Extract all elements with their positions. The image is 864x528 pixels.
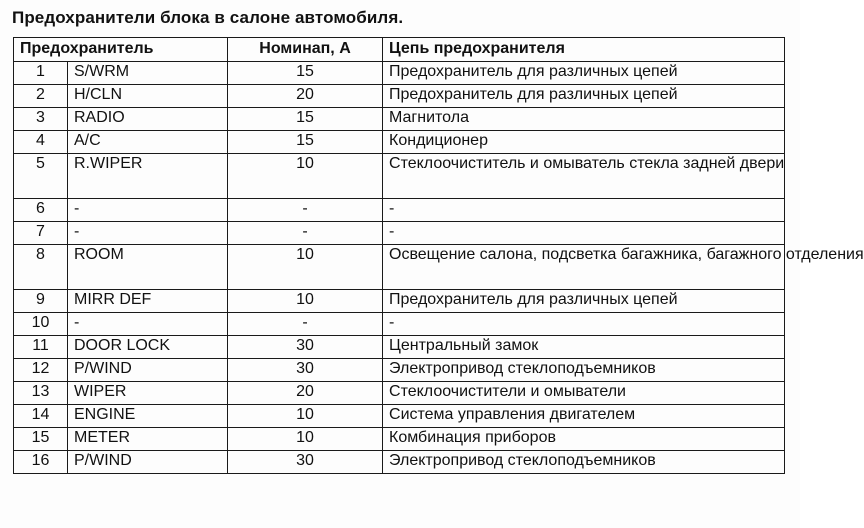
fuse-circuit-cell: Магнитола bbox=[383, 108, 785, 131]
fuse-code-cell: P/WIND bbox=[68, 359, 228, 382]
table-row bbox=[14, 382, 785, 405]
fuse-rating-cell: 20 bbox=[228, 382, 383, 405]
fuse-circuit-cell: Кондиционер bbox=[383, 131, 785, 154]
table-row bbox=[14, 154, 785, 199]
fuse-circuit-cell: Предохранитель для различных цепей bbox=[383, 290, 785, 313]
fuse-rating-cell: 30 bbox=[228, 451, 383, 474]
fuse-circuit-cell: Предохранитель для различных цепей bbox=[383, 85, 785, 108]
fuse-circuit-cell: Электропривод стеклоподъемников bbox=[383, 451, 785, 474]
table-row bbox=[14, 62, 785, 85]
fuse-code-cell: R.WIPER bbox=[68, 154, 228, 199]
table-row bbox=[14, 405, 785, 428]
fuse-number-cell: 3 bbox=[14, 108, 68, 131]
table-row bbox=[14, 131, 785, 154]
fuse-rating-cell: 10 bbox=[228, 290, 383, 313]
fuse-circuit-cell: - bbox=[383, 199, 785, 222]
fuse-rating-cell: 15 bbox=[228, 108, 383, 131]
fuse-circuit-cell: - bbox=[383, 313, 785, 336]
fuse-rating-cell: 20 bbox=[228, 85, 383, 108]
fuse-number-cell: 15 bbox=[14, 428, 68, 451]
fuse-rating-cell: 10 bbox=[228, 405, 383, 428]
fuse-circuit-cell: Электропривод стеклоподъемников bbox=[383, 359, 785, 382]
fuse-table-body bbox=[14, 62, 864, 474]
fuse-rating-cell: 15 bbox=[228, 62, 383, 85]
fuse-rating-cell: 15 bbox=[228, 131, 383, 154]
fuse-code-cell: P/WIND bbox=[68, 451, 228, 474]
fuse-number-cell: 2 bbox=[14, 85, 68, 108]
fuse-number-cell: 7 bbox=[14, 222, 68, 245]
fuse-code-cell: - bbox=[68, 199, 228, 222]
fuse-circuit-cell: Освещение салона, подсветка багажника, багажного отделения bbox=[383, 245, 785, 290]
fuse-code-cell: S/WRM bbox=[68, 62, 228, 85]
table-row bbox=[14, 290, 785, 313]
fuse-table bbox=[13, 37, 864, 474]
fuse-code-cell: A/C bbox=[68, 131, 228, 154]
fuse-number-cell: 12 bbox=[14, 359, 68, 382]
fuse-circuit-cell: Стеклоочистители и омыватели bbox=[383, 382, 785, 405]
fuse-number-cell: 1 bbox=[14, 62, 68, 85]
fuse-circuit-cell: Комбинация приборов bbox=[383, 428, 785, 451]
fuse-code-cell: RADIO bbox=[68, 108, 228, 131]
table-row bbox=[14, 222, 785, 245]
fuse-rating-cell: 10 bbox=[228, 154, 383, 199]
fuse-number-cell: 9 bbox=[14, 290, 68, 313]
table-row bbox=[14, 451, 785, 474]
fuse-number-cell: 4 bbox=[14, 131, 68, 154]
header-circuit: Цепь предохранителя bbox=[383, 38, 785, 62]
fuse-number-cell: 14 bbox=[14, 405, 68, 428]
fuse-rating-cell: - bbox=[228, 313, 383, 336]
table-row bbox=[14, 108, 785, 131]
fuse-code-cell: - bbox=[68, 313, 228, 336]
fuse-rating-cell: 10 bbox=[228, 245, 383, 290]
fuse-rating-cell: 30 bbox=[228, 359, 383, 382]
fuse-code-cell: H/CLN bbox=[68, 85, 228, 108]
fuse-rating-cell: - bbox=[228, 222, 383, 245]
header-rating: Номинап, А bbox=[228, 38, 383, 62]
fuse-number-cell: 6 bbox=[14, 199, 68, 222]
table-row bbox=[14, 336, 785, 359]
fuse-circuit-cell: Центральный замок bbox=[383, 336, 785, 359]
table-row bbox=[14, 359, 785, 382]
fuse-code-cell: - bbox=[68, 222, 228, 245]
fuse-rating-cell: 10 bbox=[228, 428, 383, 451]
fuse-number-cell: 16 bbox=[14, 451, 68, 474]
fuse-number-cell: 10 bbox=[14, 313, 68, 336]
fuse-code-cell: DOOR LOCK bbox=[68, 336, 228, 359]
fuse-code-cell: MIRR DEF bbox=[68, 290, 228, 313]
fuse-code-cell: ENGINE bbox=[68, 405, 228, 428]
fuse-circuit-cell: - bbox=[383, 222, 785, 245]
header-fuse: Предохранитель bbox=[14, 38, 228, 62]
fuse-code-cell: METER bbox=[68, 428, 228, 451]
fuse-code-cell: ROOM bbox=[68, 245, 228, 290]
fuse-number-cell: 5 bbox=[14, 154, 68, 199]
fuse-circuit-cell: Система управления двигателем bbox=[383, 405, 785, 428]
table-row bbox=[14, 428, 785, 451]
page-title: Предохранители блока в салоне автомобиля. bbox=[12, 8, 404, 27]
fuse-number-cell: 8 bbox=[14, 245, 68, 290]
fuse-rating-cell: 30 bbox=[228, 336, 383, 359]
table-row bbox=[14, 313, 785, 336]
header-row bbox=[14, 38, 785, 62]
table-row bbox=[14, 245, 785, 290]
fuse-rating-cell: - bbox=[228, 199, 383, 222]
fuse-circuit-cell: Стеклоочиститель и омыватель стекла задней двери bbox=[383, 154, 785, 199]
fuse-number-cell: 11 bbox=[14, 336, 68, 359]
table-row bbox=[14, 199, 785, 222]
table-row bbox=[14, 85, 785, 108]
fuse-code-cell: WIPER bbox=[68, 382, 228, 405]
fuse-number-cell: 13 bbox=[14, 382, 68, 405]
fuse-table-header bbox=[14, 38, 785, 62]
fuse-circuit-cell: Предохранитель для различных цепей bbox=[383, 62, 785, 85]
